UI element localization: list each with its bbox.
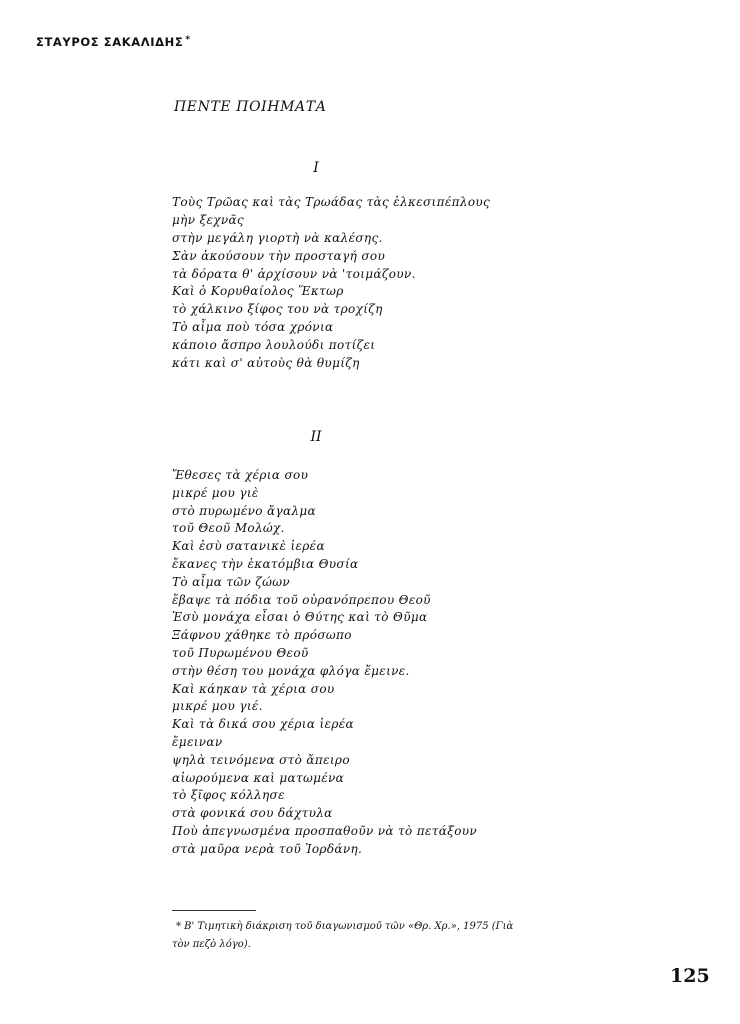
section-number-2: ΙΙ xyxy=(310,429,322,445)
poem-1 xyxy=(172,194,490,373)
poem-line: τὰ δόρατα θ' ἀρχίσουν νὰ 'τοιμάζουν. xyxy=(172,266,416,281)
page-number: 125 xyxy=(670,965,710,987)
poem-line: κάτι καὶ σ' αὐτοὺς θὰ θυμίζη xyxy=(172,356,360,371)
poem-line: Τὸ αἷμα ποὺ τόσα χρόνια xyxy=(172,320,334,335)
poem-line: ἔβαψε τὰ πόδια τοῦ οὐρανόπρεπου Θεοῦ xyxy=(172,592,431,607)
poem-line: Σὰν ἀκούσουν τὴν προσταγή σου xyxy=(172,248,386,263)
footnote-line: * Β' Τιμητικὴ διάκριση τοῦ διαγωνισμοῦ τῶν «Θρ. Χρ.», 1975 (Γιὰ xyxy=(176,921,514,932)
poem-line: στὸ πυρωμένο ἄγαλμα xyxy=(172,503,316,518)
poem-line: τοῦ Πυρωμένου Θεοῦ xyxy=(172,645,309,660)
footnote-line: τὸν πεζὸ λόγο). xyxy=(172,939,251,950)
poem-line: στὰ φονικά σου δάχτυλα xyxy=(172,806,333,821)
poem-line: κάποιο ἄσπρο λουλούδι ποτίζει xyxy=(172,338,376,353)
poem-line: τοῦ Θεοῦ Μολώχ. xyxy=(172,521,285,536)
section-number-1: Ι xyxy=(313,160,319,176)
poem-line: Καὶ ὁ Κορυθαίολος Ἕκτωρ xyxy=(172,284,344,299)
poem-line: ἔκανες τὴν ἑκατόμβια Θυσία xyxy=(172,556,359,571)
page-title: ΠΕΝΤΕ ΠΟΙΗΜΑΤΑ xyxy=(174,99,327,115)
poem-line: στὰ μαῦρα νερὰ τοῦ Ἰορδάνη. xyxy=(172,841,363,856)
poem-line: Ἔθεσες τὰ χέρια σου xyxy=(172,468,309,482)
poem-line: Καὶ τὰ δικά σου χέρια ἱερέα xyxy=(172,717,354,732)
poem-line: στὴν μεγάλη γιορτὴ νὰ καλέσης. xyxy=(172,230,383,245)
poem-line: αἰωρούμενα καὶ ματωμένα xyxy=(172,770,345,785)
footnote-divider xyxy=(172,910,256,911)
poem-line: τὸ ξῖφος κόλλησε xyxy=(172,788,285,803)
poem-line: Τοὺς Τρῶας καὶ τὰς Τρωάδας τὰς ἑλκεσιπέπλους xyxy=(172,195,491,209)
footnote-marker: * xyxy=(185,35,191,45)
poem-line: μικρέ μου γιέ. xyxy=(172,699,263,714)
poem-line: Καὶ κάηκαν τὰ χέρια σου xyxy=(172,681,335,696)
author-header xyxy=(36,35,191,49)
poem-line: ψηλὰ τεινόμενα στὸ ἄπειρο xyxy=(172,752,350,767)
poem-line: ἔμειναν xyxy=(172,734,223,749)
poem-2 xyxy=(172,467,477,859)
poem-line: Ἐσὺ μονάχα εἶσαι ὁ Θύτης καὶ τὸ Θῦμα xyxy=(172,610,428,625)
poem-line: τὸ χάλκινο ξίφος του νὰ τροχίζη xyxy=(172,302,383,317)
footnote xyxy=(172,918,568,954)
poem-line: Ποὺ ἀπεγνωσμένα προσπαθοῦν νὰ τὸ πετάξουν xyxy=(172,823,478,838)
poem-line: Τὸ αἷμα τῶν ζώων xyxy=(172,574,291,589)
poem-line: Ξάφνου χάθηκε τὸ πρόσωπο xyxy=(172,628,352,643)
poem-line: στὴν θέση του μονάχα φλόγα ἔμεινε. xyxy=(172,663,410,678)
poem-line: Καὶ ἐσὺ σατανικὲ ἱερέα xyxy=(172,539,325,554)
poem-line: μὴν ξεχνᾶς xyxy=(172,212,245,227)
poem-line: μικρέ μου γιὲ xyxy=(172,485,259,500)
author-name: ΣΤΑΥΡΟΣ ΣΑΚΑΛΙΔΗΣ xyxy=(36,35,184,49)
